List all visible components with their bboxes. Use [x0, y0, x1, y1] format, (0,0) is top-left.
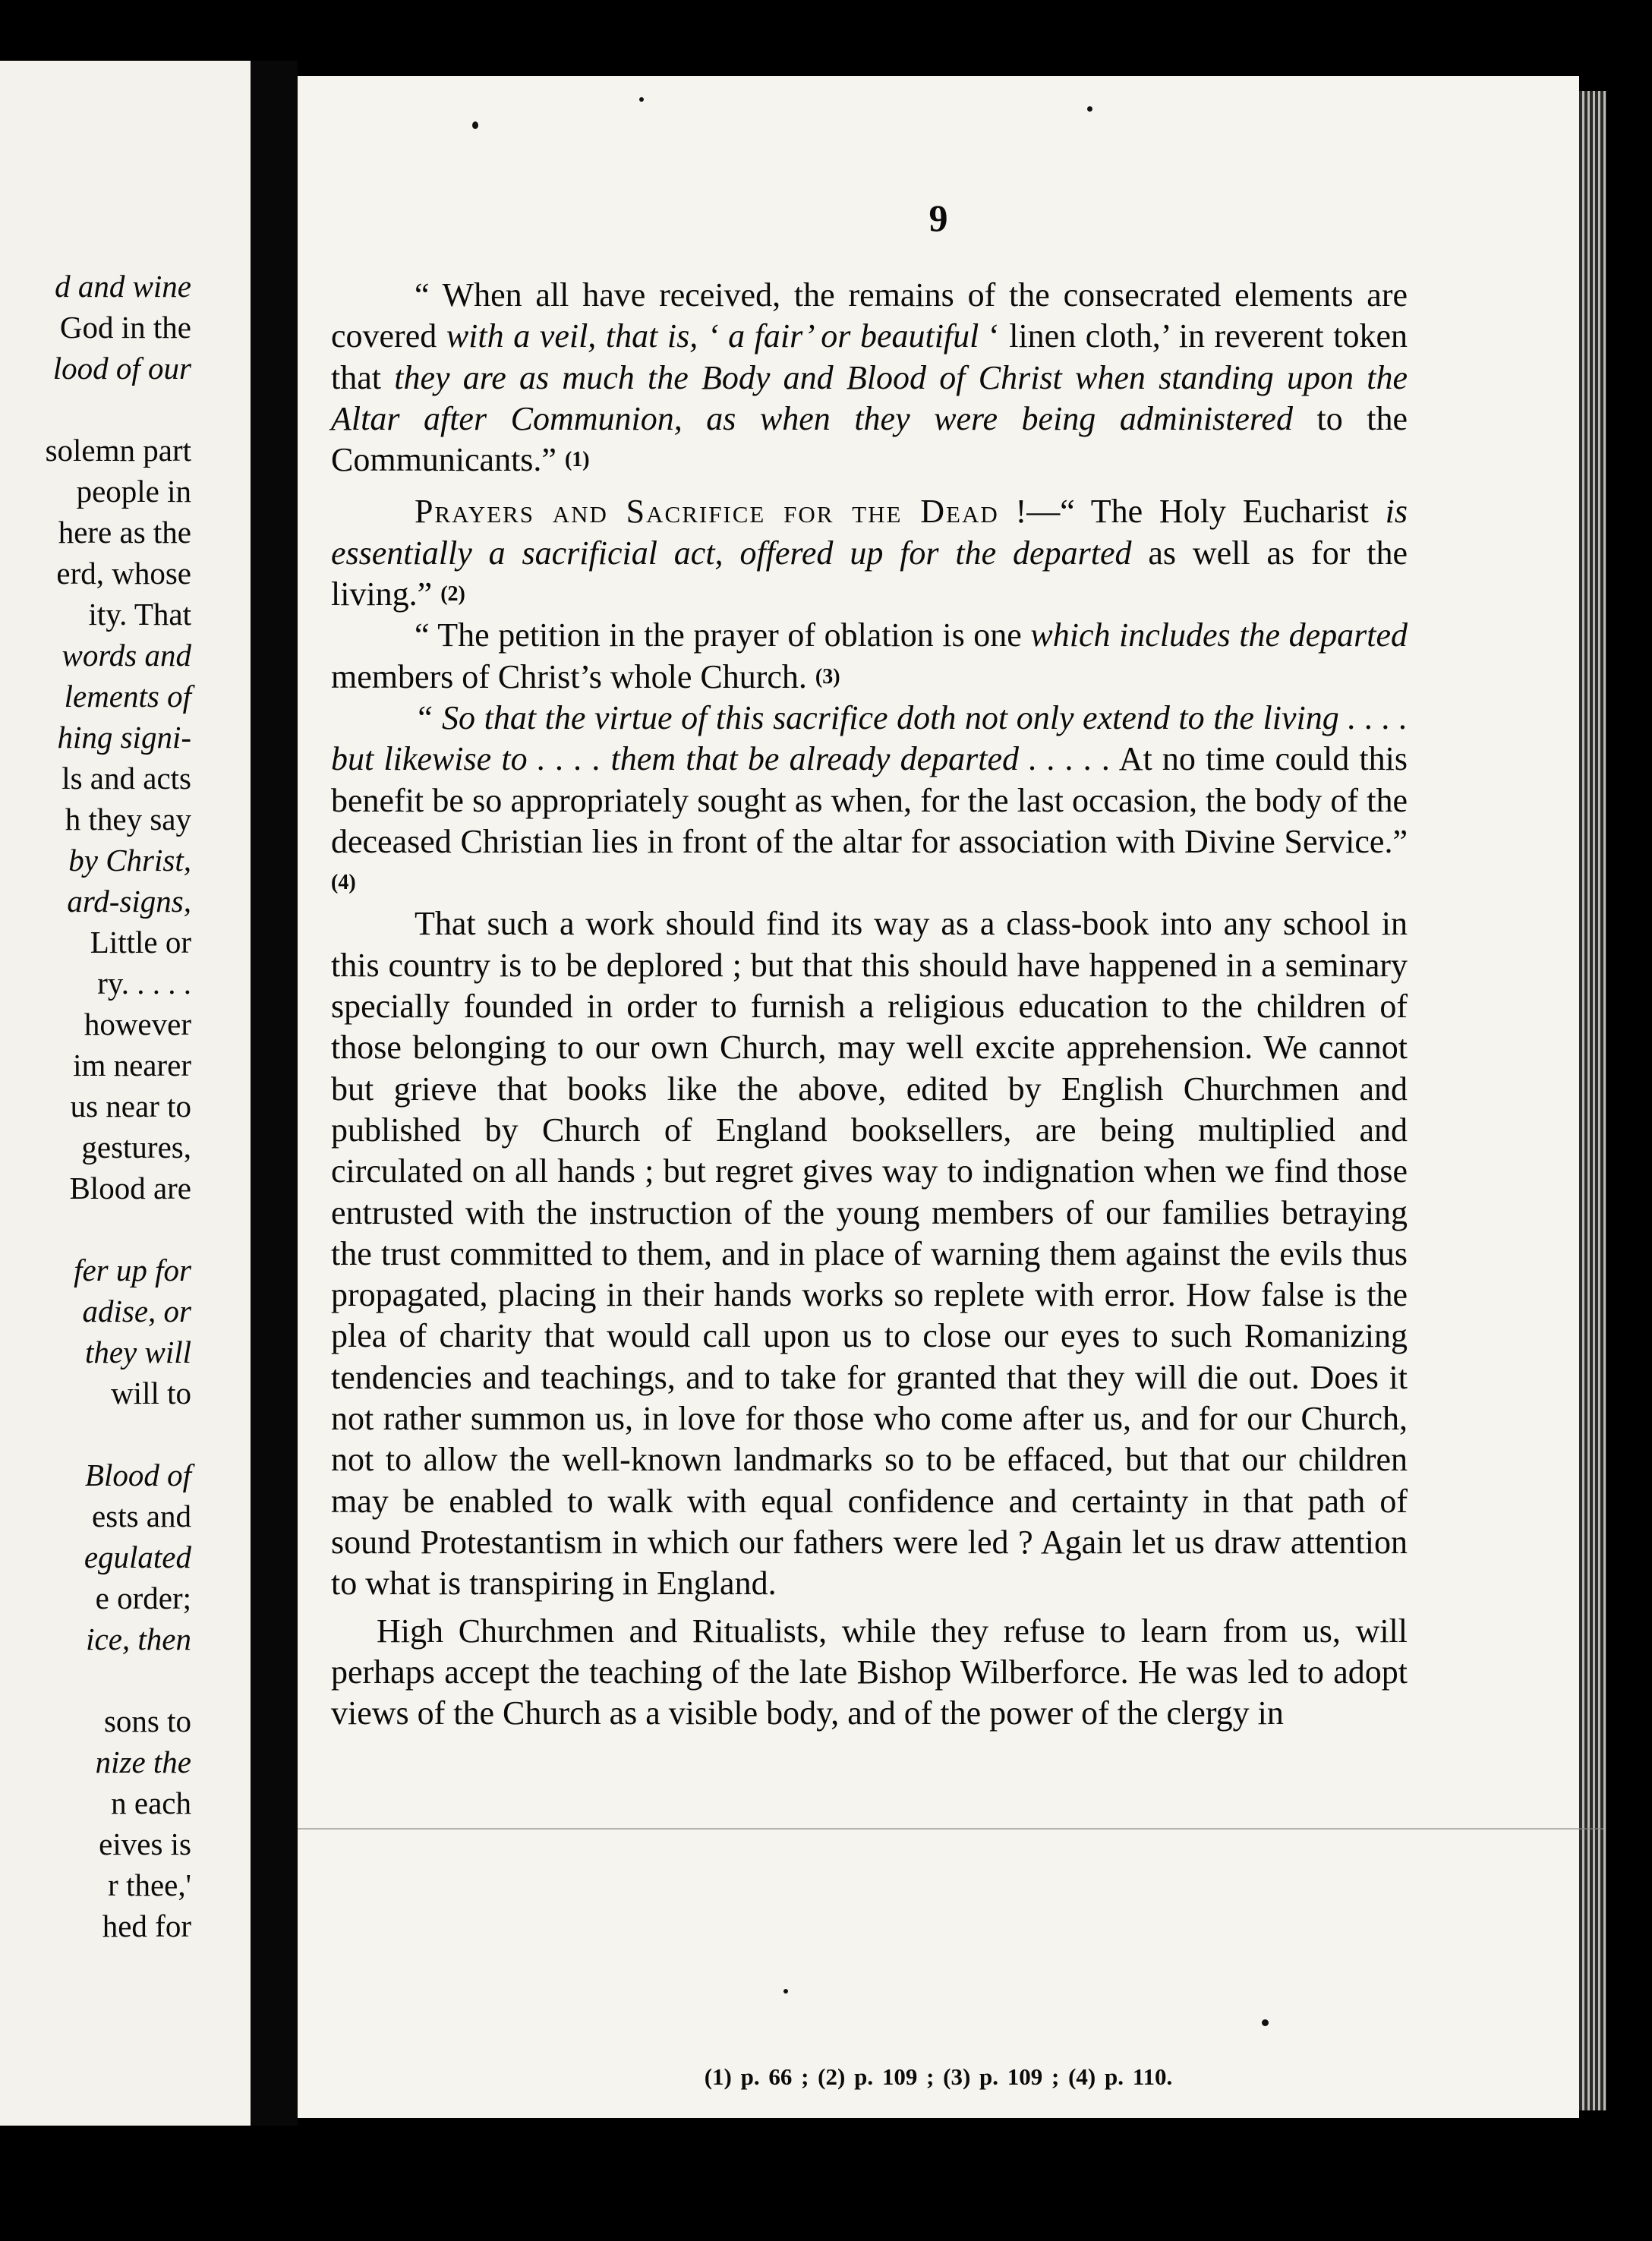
left-page-line: fer up for: [74, 1253, 191, 1288]
left-page-line: [0, 1659, 251, 1700]
section-heading: Prayers and Sacrifice for the Dead: [415, 493, 999, 531]
page-number: 9: [928, 197, 948, 239]
paper-crease: [298, 1828, 1603, 1830]
left-page-line: God in the: [59, 310, 191, 345]
left-page-line: sons to: [103, 1704, 191, 1738]
left-page-line: adise, or: [82, 1294, 191, 1329]
right-page: [298, 76, 1579, 2118]
left-page-line: hing signi-: [57, 720, 191, 755]
quote-1-text-c: ‘ linen cloth,’ in reverent token that: [331, 317, 1408, 396]
left-page-line: Blood are: [69, 1171, 191, 1206]
left-page-line: Blood of: [84, 1458, 191, 1492]
left-page-line: gestures,: [81, 1130, 191, 1165]
left-page-line: erd, whose: [56, 556, 191, 591]
quote-4-text-a: “ So that the virtue of this sacrifice doth not only extend to the living . . . . but likewise to . . . . them that be already departed . . . . .: [331, 698, 1408, 778]
paragraph-quote-4: [331, 698, 1408, 903]
left-page-line: [0, 1209, 251, 1250]
quote-1-text-d: they are as much the Body and Blood of Christ when standing upon the Altar after Communion, as when they were being administered: [331, 358, 1408, 437]
left-page-line: words and: [61, 638, 191, 673]
page-body: [331, 275, 1408, 1734]
quote-1-text-e: to the Communicants.”: [331, 399, 1408, 479]
scan-speck: [639, 97, 644, 102]
left-page-line: lements of: [64, 679, 191, 714]
scan-speck: [783, 1989, 788, 1994]
footnote-ref-4: (4): [331, 871, 356, 895]
left-page-fragment: [0, 61, 251, 2126]
left-page-line: ity. That: [88, 597, 191, 632]
quote-1-text-b: with a veil, that is, ‘ a fair’ or beautiful: [446, 317, 979, 355]
left-page-line: lood of our: [52, 351, 191, 386]
left-page-line: eives is: [99, 1827, 191, 1861]
left-page-line: they will: [84, 1335, 191, 1370]
left-page-line: by Christ,: [68, 843, 191, 878]
footnote-ref-2: (2): [440, 582, 465, 607]
left-page-line: Little or: [90, 925, 191, 960]
book-gutter: [251, 61, 298, 2126]
left-page-line: n each: [111, 1786, 191, 1820]
left-page-line: egulated: [84, 1540, 191, 1574]
left-page-line: ls and acts: [61, 761, 191, 796]
footnotes: (1) p. 66 ; (2) p. 109 ; (3) p. 109 ; (4) p. 110.: [704, 2063, 1173, 2090]
left-page-text: [0, 266, 251, 1946]
prayers-text-a: !—“ The Holy Eucharist: [998, 493, 1386, 531]
quote-4-text-b: At no time could this benefit be so appropriately sought as when, for the last occasion, the body of the deceased Christian lies in front of the altar for association with Divine Service.”: [331, 740, 1408, 860]
left-page-line: ests and: [92, 1499, 191, 1533]
page-edge: [1579, 91, 1606, 2110]
paragraph-quote-1: [331, 275, 1408, 481]
left-page-line: im nearer: [73, 1048, 191, 1083]
paragraph-prayers: [331, 491, 1408, 615]
paragraph-quote-3: [331, 615, 1408, 698]
paragraph-high-churchmen: High Churchmen and Ritualists, while they refuse to learn from us, will perhaps accept the teaching of the late Bishop Wilberforce. He was led to adopt views of the Church as a visible body, and of the power of the clergy in: [331, 1612, 1408, 1732]
scan-speck: [472, 121, 478, 129]
left-page-line: solemn part: [45, 433, 191, 468]
scan-speck: [1087, 106, 1092, 112]
left-page-line: ard-signs,: [67, 884, 191, 919]
left-page-line: d and wine: [55, 269, 191, 304]
left-page-line: [0, 389, 251, 430]
left-page-line: people in: [76, 474, 191, 509]
left-page-line: ice, then: [86, 1622, 191, 1656]
quote-3-text-a: “ The petition in the prayer of oblation is one: [415, 616, 1031, 654]
left-page-line: h they say: [65, 802, 191, 837]
left-page-line: e order;: [95, 1581, 191, 1615]
left-page-line: nize the: [95, 1745, 191, 1779]
left-page-line: ry. . . . .: [97, 966, 191, 1001]
footnote-ref-1: (1): [564, 448, 590, 472]
quote-1-text-a: “ When all have received, the remains of the consecrated elements are covered: [331, 276, 1408, 355]
left-page-line: [0, 1414, 251, 1455]
scan-speck: [1262, 2019, 1269, 2026]
left-page-line: hed for: [102, 1908, 191, 1943]
left-page-line: however: [84, 1007, 191, 1042]
paragraph-main: That such a work should find its way as a class-book into any school in this country is to be deplored ; but that this should have happened in a seminary specially founded in order to furnish a religious education to the children of those belonging to our own Church, may well excite apprehension. We cannot but grieve that books like the above, edited by English Churchmen and published by Church of England booksellers, are being multiplied and circulated on all hands ; but regret gives way to indignation when we find those entrusted with the instruction of the young members of our families betraying the trust committed to them, and in place of warning them against the evils thus propagated, placing in their hands works so replete with error. How false is the plea of charity that would call upon us to close our eyes to such Romanizing tendencies and teachings, and to take for granted that they will die out. Does it not rather summon us, in love for those who come after us, and for our Church, not to allow the well-known landmarks so to be effaced, but that our children may be enabled to walk with equal confidence and certainty in that path of sound Protestantism in which our fathers were led ? Again let us draw attention to what is transpiring in England.: [331, 905, 1408, 1603]
left-page-line: r thee,': [108, 1868, 191, 1902]
left-page-line: will to: [111, 1376, 191, 1410]
quote-3-text-c: members of Christ’s whole Church.: [331, 657, 807, 695]
quote-3-text-b: which includes the departed: [1030, 616, 1408, 654]
prayers-text-c: as well as for the living.”: [331, 534, 1408, 613]
footnote-ref-3: (3): [815, 664, 840, 689]
prayers-text-b: is essentially a sacrificial act, offered up for the departed: [331, 493, 1408, 572]
left-page-line: here as the: [58, 515, 191, 550]
left-page-line: us near to: [70, 1089, 191, 1124]
